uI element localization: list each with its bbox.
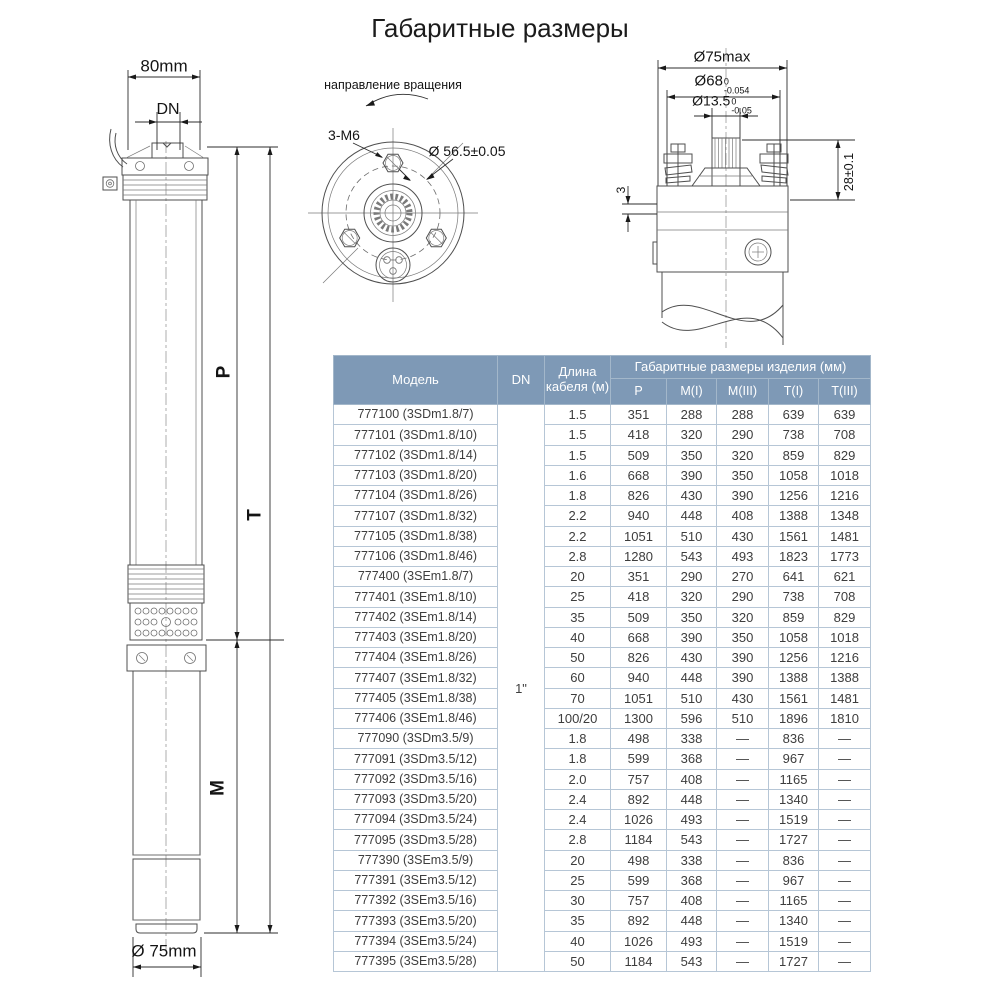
table-row <box>334 526 871 546</box>
table-cell: 1727 <box>769 951 819 971</box>
table-cell: 599 <box>611 749 667 769</box>
table-cell: 1481 <box>819 688 871 708</box>
table-cell: 408 <box>667 891 717 911</box>
table-cell: 351 <box>611 567 667 587</box>
table-cell: 390 <box>717 648 769 668</box>
table-cell: 1280 <box>611 546 667 566</box>
table-cell: 1165 <box>769 769 819 789</box>
table-cell: 757 <box>611 769 667 789</box>
table-cell: 35 <box>545 607 611 627</box>
table-cell: 1058 <box>769 465 819 485</box>
col-header-t3: T(III) <box>819 379 871 405</box>
table-cell: 777095 (3SDm3.5/28) <box>334 830 498 850</box>
table-row <box>334 465 871 485</box>
table-cell: — <box>819 729 871 749</box>
table-cell: 35 <box>545 911 611 931</box>
table-cell: 40 <box>545 931 611 951</box>
table-cell: 270 <box>717 567 769 587</box>
table-cell: — <box>717 729 769 749</box>
dim-width-80mm: 80mm <box>140 56 188 76</box>
table-cell: 1216 <box>819 486 871 506</box>
table-cell: 498 <box>611 729 667 749</box>
table-cell: 2.8 <box>545 546 611 566</box>
table-cell: 1018 <box>819 465 871 485</box>
table-cell: 1810 <box>819 708 871 728</box>
table-row <box>334 607 871 627</box>
table-cell: 448 <box>667 668 717 688</box>
dimension-lines <box>128 70 284 977</box>
table-cell: 430 <box>717 688 769 708</box>
table-cell: 777395 (3SEm3.5/28) <box>334 951 498 971</box>
table-cell: 390 <box>717 486 769 506</box>
table-cell: 1340 <box>769 911 819 931</box>
table-cell: 826 <box>611 648 667 668</box>
table-cell: 1388 <box>819 668 871 688</box>
table-cell: — <box>819 749 871 769</box>
dim-bolt-3m6: 3-М6 <box>328 127 360 143</box>
col-header-dn: DN <box>498 356 545 405</box>
table-row <box>334 789 871 809</box>
table-row <box>334 587 871 607</box>
table-cell: 493 <box>667 931 717 951</box>
table-cell: 390 <box>667 465 717 485</box>
table-cell: 350 <box>717 465 769 485</box>
pump-flange-rotation-view <box>295 55 505 320</box>
table-cell: 708 <box>819 587 871 607</box>
table-cell: 320 <box>667 587 717 607</box>
col-header-p: P <box>611 379 667 405</box>
table-cell: 1.8 <box>545 486 611 506</box>
table-row <box>334 830 871 850</box>
table-cell: 50 <box>545 951 611 971</box>
table-cell: 70 <box>545 688 611 708</box>
tolerance-lower: -0.05 <box>731 105 752 115</box>
table-cell: 668 <box>611 627 667 647</box>
table-cell: 1348 <box>819 506 871 526</box>
table-cell: 777404 (3SEm1.8/26) <box>334 648 498 668</box>
table-cell: 1561 <box>769 688 819 708</box>
table-cell: 1018 <box>819 627 871 647</box>
table-cell: 777390 (3SEm3.5/9) <box>334 850 498 870</box>
table-cell: 448 <box>667 506 717 526</box>
table-cell: — <box>819 789 871 809</box>
dim-p-label: P <box>213 365 235 379</box>
table-cell: — <box>717 749 769 769</box>
table-cell: 859 <box>769 445 819 465</box>
table-cell: 668 <box>611 465 667 485</box>
table-row <box>334 749 871 769</box>
table-cell: 777400 (3SEm1.8/7) <box>334 567 498 587</box>
table-row <box>334 425 871 445</box>
table-cell: 40 <box>545 627 611 647</box>
table-cell: 1.5 <box>545 425 611 445</box>
table-cell: 320 <box>717 607 769 627</box>
table-cell: 777107 (3SDm1.8/32) <box>334 506 498 526</box>
table-cell: 1340 <box>769 789 819 809</box>
table-cell: 1896 <box>769 708 819 728</box>
table-cell: 777105 (3SDm1.8/38) <box>334 526 498 546</box>
table-cell: 1300 <box>611 708 667 728</box>
table-cell: 1058 <box>769 627 819 647</box>
spec-table-body <box>334 405 871 972</box>
table-cell: 448 <box>667 911 717 931</box>
table-cell: 777392 (3SEm3.5/16) <box>334 891 498 911</box>
table-cell: 493 <box>717 546 769 566</box>
table-row <box>334 850 871 870</box>
table-cell: 510 <box>717 708 769 728</box>
table-cell: 543 <box>667 546 717 566</box>
table-cell: 1165 <box>769 891 819 911</box>
table-cell: 1256 <box>769 486 819 506</box>
table-cell: 777394 (3SEm3.5/24) <box>334 931 498 951</box>
table-cell: 1388 <box>769 506 819 526</box>
table-cell: 1256 <box>769 648 819 668</box>
dim-m-label: M <box>207 780 229 796</box>
table-cell: 1519 <box>769 931 819 951</box>
table-cell: 1519 <box>769 810 819 830</box>
col-header-model: Модель <box>334 356 498 405</box>
table-cell: — <box>717 850 769 870</box>
table-cell: 596 <box>667 708 717 728</box>
table-cell: 510 <box>667 688 717 708</box>
table-cell: 1184 <box>611 830 667 850</box>
table-cell: 288 <box>717 405 769 425</box>
table-cell: 967 <box>769 749 819 769</box>
table-row <box>334 870 871 890</box>
table-cell: — <box>717 891 769 911</box>
table-cell: — <box>819 951 871 971</box>
table-cell: 510 <box>667 526 717 546</box>
table-cell: 777102 (3SDm1.8/14) <box>334 445 498 465</box>
page-title: Габаритные размеры <box>371 13 629 43</box>
table-cell: — <box>819 870 871 890</box>
col-header-t1: T(I) <box>769 379 819 405</box>
dim-dn: DN <box>156 101 180 118</box>
table-cell: 290 <box>667 567 717 587</box>
table-cell: 1.6 <box>545 465 611 485</box>
table-cell: 543 <box>667 951 717 971</box>
dim-t-label: T <box>244 509 266 521</box>
table-cell: 1.5 <box>545 405 611 425</box>
table-cell: 738 <box>769 587 819 607</box>
table-cell: 892 <box>611 911 667 931</box>
table-cell: 2.4 <box>545 789 611 809</box>
table-cell: 1.8 <box>545 729 611 749</box>
table-cell: 777091 (3SDm3.5/12) <box>334 749 498 769</box>
table-cell: 25 <box>545 870 611 890</box>
table-cell: 1216 <box>819 648 871 668</box>
table-cell: 338 <box>667 850 717 870</box>
spec-table-header <box>334 356 871 405</box>
table-cell: 777103 (3SDm1.8/20) <box>334 465 498 485</box>
tolerance-upper: 0 <box>723 76 729 87</box>
table-row <box>334 506 871 526</box>
table-row <box>334 627 871 647</box>
table-cell: 757 <box>611 891 667 911</box>
table-cell: 338 <box>667 729 717 749</box>
table-cell: 2.2 <box>545 506 611 526</box>
table-cell: 1773 <box>819 546 871 566</box>
pump-side-view-drawing <box>60 45 320 995</box>
table-row <box>334 708 871 728</box>
table-cell: 543 <box>667 830 717 850</box>
table-cell: 777393 (3SEm3.5/20) <box>334 911 498 931</box>
table-cell: 20 <box>545 567 611 587</box>
table-cell: 418 <box>611 587 667 607</box>
table-row <box>334 951 871 971</box>
pump-top-view-drawing <box>610 40 890 360</box>
table-cell: 1051 <box>611 688 667 708</box>
table-row <box>334 931 871 951</box>
table-cell: 1051 <box>611 526 667 546</box>
table-cell: 777391 (3SEm3.5/12) <box>334 870 498 890</box>
table-cell: 320 <box>667 425 717 445</box>
table-cell: 621 <box>819 567 871 587</box>
spec-table <box>333 355 871 972</box>
table-cell: 599 <box>611 870 667 890</box>
table-cell: 60 <box>545 668 611 688</box>
table-cell: 50 <box>545 648 611 668</box>
table-row <box>334 405 871 425</box>
table-cell: 448 <box>667 789 717 809</box>
table-cell: 777100 (3SDm1.8/7) <box>334 405 498 425</box>
table-cell: — <box>819 891 871 911</box>
table-cell: — <box>819 911 871 931</box>
table-cell: 940 <box>611 506 667 526</box>
table-cell: 2.2 <box>545 526 611 546</box>
dim-75max: Ø75max <box>693 48 751 66</box>
table-cell: 836 <box>769 850 819 870</box>
table-cell: 1823 <box>769 546 819 566</box>
table-cell: 290 <box>717 425 769 445</box>
table-cell: — <box>717 931 769 951</box>
table-cell: 288 <box>667 405 717 425</box>
table-row <box>334 688 871 708</box>
dim-68-tolerance: Ø68 0 -0.054 <box>694 72 750 95</box>
table-cell: 390 <box>667 627 717 647</box>
table-cell: 1026 <box>611 931 667 951</box>
table-cell: 1026 <box>611 810 667 830</box>
table-cell: 1388 <box>769 668 819 688</box>
table-row <box>334 486 871 506</box>
col-header-cable-length: Длина кабеля (м) <box>545 356 611 405</box>
table-cell: — <box>819 830 871 850</box>
table-cell: — <box>717 951 769 971</box>
tolerance-lower: -0.054 <box>723 85 750 95</box>
table-cell: 408 <box>717 506 769 526</box>
table-row <box>334 546 871 566</box>
table-cell: 859 <box>769 607 819 627</box>
table-cell: 836 <box>769 729 819 749</box>
table-cell: 777405 (3SEm1.8/38) <box>334 688 498 708</box>
table-cell: 2.8 <box>545 830 611 850</box>
table-cell: 826 <box>611 486 667 506</box>
table-cell: 940 <box>611 668 667 688</box>
table-cell: 1561 <box>769 526 819 546</box>
table-cell: — <box>819 850 871 870</box>
table-row <box>334 810 871 830</box>
table-cell: 777094 (3SDm3.5/24) <box>334 810 498 830</box>
table-cell: — <box>819 769 871 789</box>
col-header-m3: M(III) <box>717 379 769 405</box>
table-cell: 892 <box>611 789 667 809</box>
dim-3: 3 <box>614 186 628 194</box>
table-cell: 967 <box>769 870 819 890</box>
table-cell: 25 <box>545 587 611 607</box>
table-cell: 350 <box>667 445 717 465</box>
dim-28: 28±0.1 <box>841 152 856 192</box>
table-cell: 351 <box>611 405 667 425</box>
table-cell: 777403 (3SEm1.8/20) <box>334 627 498 647</box>
table-cell: 290 <box>717 587 769 607</box>
table-row <box>334 445 871 465</box>
table-cell: 708 <box>819 425 871 445</box>
table-cell: 20 <box>545 850 611 870</box>
table-cell: 777104 (3SDm1.8/26) <box>334 486 498 506</box>
table-cell: 390 <box>717 668 769 688</box>
table-row <box>334 911 871 931</box>
table-row <box>334 729 871 749</box>
table-cell: 777402 (3SEm1.8/14) <box>334 607 498 627</box>
table-cell: 777093 (3SDm3.5/20) <box>334 789 498 809</box>
dim-bolt-circle-56: Ø 56.5±0.05 <box>428 143 506 159</box>
table-cell: 430 <box>667 486 717 506</box>
table-cell: 368 <box>667 749 717 769</box>
table-cell: 1184 <box>611 951 667 971</box>
table-cell: 1.8 <box>545 749 611 769</box>
rotation-direction-caption: направление вращения <box>324 77 462 92</box>
table-cell: — <box>717 789 769 809</box>
table-cell: 738 <box>769 425 819 445</box>
table-cell: 777401 (3SEm1.8/10) <box>334 587 498 607</box>
dim-13-5-tolerance: Ø13.5 0 -0.05 <box>692 92 752 115</box>
table-cell: 777101 (3SDm1.8/10) <box>334 425 498 445</box>
table-cell: 2.0 <box>545 769 611 789</box>
pump-body <box>103 129 208 953</box>
table-row <box>334 668 871 688</box>
table-cell: — <box>819 810 871 830</box>
table-row <box>334 567 871 587</box>
table-cell: 777092 (3SDm3.5/16) <box>334 769 498 789</box>
table-cell: 30 <box>545 891 611 911</box>
table-cell: 498 <box>611 850 667 870</box>
table-cell: 1" <box>498 405 545 972</box>
table-cell: 509 <box>611 607 667 627</box>
table-cell: 829 <box>819 445 871 465</box>
table-cell: — <box>717 830 769 850</box>
table-cell: 777406 (3SEm1.8/46) <box>334 708 498 728</box>
table-cell: 777106 (3SDm1.8/46) <box>334 546 498 566</box>
table-cell: 1481 <box>819 526 871 546</box>
table-cell: 1.5 <box>545 445 611 465</box>
table-cell: 641 <box>769 567 819 587</box>
table-cell: — <box>717 810 769 830</box>
table-row <box>334 769 871 789</box>
table-cell: — <box>717 769 769 789</box>
table-cell: 777407 (3SEm1.8/32) <box>334 668 498 688</box>
table-cell: 430 <box>717 526 769 546</box>
table-cell: 777090 (3SDm3.5/9) <box>334 729 498 749</box>
table-cell: 408 <box>667 769 717 789</box>
col-header-m1: M(I) <box>667 379 717 405</box>
table-cell: 2.4 <box>545 810 611 830</box>
tolerance-upper: 0 <box>731 96 737 107</box>
table-cell: 100/20 <box>545 708 611 728</box>
table-cell: 430 <box>667 648 717 668</box>
dim-bottom-diameter: Ø 75mm <box>131 941 197 961</box>
table-cell: 509 <box>611 445 667 465</box>
table-cell: 639 <box>819 405 871 425</box>
table-cell: 1727 <box>769 830 819 850</box>
table-cell: 829 <box>819 607 871 627</box>
table-cell: — <box>819 931 871 951</box>
table-cell: — <box>717 870 769 890</box>
table-cell: — <box>717 911 769 931</box>
col-header-dimensions-group: Габаритные размеры изделия (мм) <box>611 356 871 379</box>
table-cell: 639 <box>769 405 819 425</box>
table-cell: 350 <box>667 607 717 627</box>
table-cell: 493 <box>667 810 717 830</box>
table-cell: 350 <box>717 627 769 647</box>
table-row <box>334 891 871 911</box>
table-cell: 320 <box>717 445 769 465</box>
table-row <box>334 648 871 668</box>
table-cell: 418 <box>611 425 667 445</box>
table-cell: 368 <box>667 870 717 890</box>
